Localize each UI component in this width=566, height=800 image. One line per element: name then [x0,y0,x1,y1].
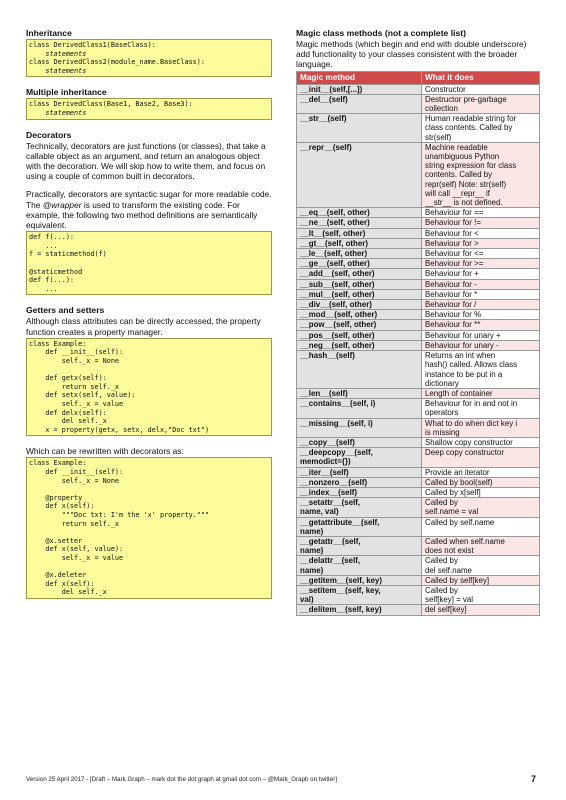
method-cell [297,289,422,299]
method-name-line: __delattr__(self, [300,556,361,566]
table-row [297,437,540,447]
description-line: class contents. Called by [425,123,513,133]
code-line: def f(...): [29,276,75,285]
method-name-line: __getattr__(self, [300,536,361,546]
description-cell [422,477,540,487]
description-line: Behaviour for unary - [425,340,499,350]
code-line: statements [29,108,87,117]
table-row [297,585,540,604]
description-line: Behaviour for != [425,218,481,228]
method-name-line: __init__(self,[...]) [300,84,363,94]
decorators-code-block [26,231,272,295]
method-name-line: __ge__(self, other) [300,259,370,269]
description-line: Returns an int when [425,351,496,361]
description-line: will call __repr__ if [425,188,490,198]
description-line: Behaviour for + [425,269,479,279]
code-line: def x(self): [29,579,95,588]
column-header-method: Magic method [297,71,422,84]
description-line: Behaviour for >= [425,259,484,269]
table-row [297,448,540,467]
method-cell [297,238,422,248]
description-cell [422,340,540,350]
method-cell [297,269,422,279]
method-name-line: __gt__(self, other) [300,238,368,248]
table-row [297,498,540,517]
description-line: str(self) [425,132,452,142]
method-name-line: __index__(self) [300,487,358,497]
table-row [297,340,540,350]
method-name-line: __pos__(self, other) [300,330,375,340]
code-line: statements [29,66,87,75]
method-name-line: __pow__(self, other) [300,320,377,330]
method-name-line: __iter__(self) [300,467,349,477]
table-row [297,238,540,248]
description-line: Behaviour for in and not in [425,399,518,409]
method-name-line: __neg__(self, other) [300,340,375,350]
code-line: del self._x [29,588,107,597]
code-line: f = staticmethod(f) [29,250,107,259]
method-cell [297,259,422,269]
code-line: class DerivedClass2(module_name.BaseClass): [29,58,205,67]
description-cell [422,399,540,418]
code-line: self._x = value [29,399,124,408]
description-cell [422,310,540,320]
method-cell [297,208,422,218]
table-row [297,536,540,555]
description-cell [422,418,540,437]
description-cell [422,114,540,143]
description-cell [422,575,540,585]
decorator-property-code-block [26,457,272,599]
table-body [297,84,540,615]
method-cell [297,536,422,555]
method-cell [297,320,422,330]
description-line: Called when self.name [425,536,505,546]
code-line: class DerivedClass(Base1, Base2, Base3): [29,100,193,109]
table-row [297,259,540,269]
table-row [297,487,540,497]
method-cell [297,585,422,604]
decorators-heading: Decorators [26,129,72,140]
getters-setters-heading: Getters and setters [26,305,105,316]
table-header-row [297,71,540,84]
table-row [297,269,540,279]
method-cell [297,300,422,310]
table-row [297,320,540,330]
description-line: What to do when dict key i [425,418,518,428]
table-row [297,228,540,238]
code-line: """Doc txt: I'm the 'x' property.""" [29,511,210,520]
code-line: statements [29,49,87,58]
code-line: def x(self): [29,502,95,511]
code-line: def f(...): [29,233,75,242]
description-cell [422,605,540,615]
method-cell [297,340,422,350]
code-line: return self._x [29,519,120,528]
description-line: Length of container [425,388,493,398]
table-row [297,279,540,289]
description-line: Behaviour for - [425,279,477,289]
method-cell [297,142,422,207]
magic-methods-table [296,71,540,616]
description-cell [422,536,540,555]
description-cell [422,238,540,248]
description-cell [422,218,540,228]
page-footer: Version 25 April 2017 - [Draft – Mark Graph – mark dot the dot graph at gmail dot com – @Mark_Graph on twitter] [26,776,337,783]
method-cell [297,448,422,467]
code-line: @property [29,493,83,502]
description-line: self.name = val [425,507,479,517]
description-cell [422,585,540,604]
method-cell [297,487,422,497]
method-cell [297,388,422,398]
magic-methods-heading: Magic class methods (not a complete list) [296,28,467,38]
method-cell [297,498,422,517]
method-name-line: name) [300,565,324,575]
code-line [29,563,269,572]
description-line: Behaviour for * [425,289,478,299]
method-cell [297,467,422,477]
method-name-line: __mod__(self, other) [300,310,378,320]
code-line: self._x = None [29,356,120,365]
code-line: class DerivedClass1(BaseClass): [29,41,156,49]
method-name-line: __del__(self) [300,94,348,104]
description-line: hash() called. Allows class [425,360,518,370]
table-row [297,605,540,615]
table-row [297,142,540,207]
method-cell [297,279,422,289]
method-name-line: name) [300,546,324,556]
code-line: ... [29,241,58,250]
method-name-line: __ne__(self, other) [300,218,370,228]
description-line: Behaviour for % [425,310,482,320]
method-cell [297,310,422,320]
table-row [297,84,540,94]
method-name-line: __setitem__(self, key, [300,585,381,595]
method-name-line: val) [300,595,314,605]
description-cell [422,498,540,517]
method-cell [297,575,422,585]
method-cell [297,399,422,418]
method-name-line: __contains__(self, i) [300,399,376,409]
description-cell [422,94,540,113]
method-name-line: __eq__(self, other) [300,208,370,218]
code-line: self._x = None [29,476,120,485]
code-line: def __init__(self): [29,348,124,357]
code-line: self._x = value [29,554,124,563]
code-line: ... [29,284,58,293]
description-line: operators [425,408,459,418]
method-name-line: __repr__(self) [300,142,352,152]
method-cell [297,418,422,437]
code-line: def setx(self, value): [29,391,136,400]
description-cell [422,467,540,477]
code-line: class Example: [29,339,87,348]
decorators-paragraph-1: Technically, decorators are just functions (or classes), that take a callable object as an argument, and return an analogous object with the decoration. We will skip how to write them, and focus on using a couple of common built in decorators. [26,140,266,182]
description-line: Destructor pre-garbage [425,94,507,104]
description-line: string expression for class [425,161,517,171]
table-row [297,556,540,575]
method-name-line: name, val) [300,507,339,517]
method-cell [297,605,422,615]
description-cell [422,320,540,330]
table-row [297,310,540,320]
description-line: Behaviour for > [425,238,479,248]
table-row [297,249,540,259]
method-name-line: __lt__(self, other) [300,228,366,238]
description-cell [422,556,540,575]
description-line: Provide an iterator [425,467,490,477]
code-line: return self._x [29,382,120,391]
code-line: @x.deleter [29,571,87,580]
description-cell [422,208,540,218]
method-name-line: __copy__(self) [300,437,355,447]
method-cell [297,556,422,575]
description-line: Behaviour for < [425,228,479,238]
code-line [29,366,269,375]
description-line: unambiguous Python [425,152,500,162]
method-cell [297,218,422,228]
method-name-line: __getattribute__(self, [300,517,380,527]
inheritance-code-block [26,39,272,77]
method-cell [297,330,422,340]
description-line: Called by [425,585,458,595]
code-line: class Example: [29,459,87,468]
method-cell [297,351,422,389]
method-name-line: __setattr__(self, [300,498,361,508]
description-line: is missing [425,427,460,437]
method-name-line: __mul__(self, other) [300,289,375,299]
table-row [297,388,540,398]
code-line: x = property(getx, setx, delx,"Doc txt") [29,425,210,434]
description-line: Human readable string for [425,114,517,124]
description-line: instance to be put in a [425,369,503,379]
method-name-line: __delitem__(self, key) [300,605,382,615]
code-line: @staticmethod [29,267,83,276]
description-cell [422,279,540,289]
description-line: does not exist [425,546,474,556]
method-name-line: __div__(self, other) [300,300,372,310]
method-name-line: __deepcopy__(self, [300,448,373,458]
table-row [297,208,540,218]
description-line: repr(self) Note: str(self) [425,179,507,189]
magic-methods-intro: Magic methods (which begin and end with double underscore) add functionality to your classes consistent with the broader language. [296,39,527,70]
table-row [297,289,540,299]
description-cell [422,437,540,447]
table-row [297,94,540,113]
getters-setters-paragraph: Although class attributes can be directly accessed, the property function creates a property manager. [26,316,261,337]
method-cell [297,517,422,536]
code-line [29,485,269,494]
description-line: Called by self[key] [425,575,490,585]
description-line: Called by x[self] [425,487,481,497]
table-row [297,351,540,389]
table-row [297,517,540,536]
description-line: collection [425,104,458,114]
table-row [297,300,540,310]
method-cell [297,477,422,487]
description-line: Deep copy constructor [425,448,504,458]
description-line: Machine readable [425,142,488,152]
table-row [297,114,540,143]
page-number: 7 [531,774,537,784]
description-cell [422,517,540,536]
column-header-description: What it does [422,71,540,84]
description-cell [422,448,540,467]
code-line: @x.setter [29,536,83,545]
code-line [29,259,269,268]
description-cell [422,228,540,238]
method-cell [297,249,422,259]
description-line: Behaviour for unary + [425,330,501,340]
right-column [296,28,540,616]
method-name-line: __hash__(self) [300,351,355,361]
inheritance-heading: Inheritance [26,28,72,38]
method-name-line: __sub__(self, other) [300,279,375,289]
description-line: Called by [425,498,458,508]
description-cell [422,289,540,299]
method-cell [297,84,422,94]
description-line: __str__ is not defined. [425,198,503,208]
code-line: def __init__(self): [29,468,124,477]
decorators-paragraph-2: Practically, decorators are syntactic sugar for more readable code. The @wrapper is used to transform the existing code. For example, the following two method definitions are semantically equivalent. [26,189,272,230]
method-name-line: __getitem__(self, key) [300,575,383,585]
code-line [29,528,269,537]
method-name-line: __nonzero__(self) [300,477,368,487]
method-name-line: name) [300,526,324,536]
table-row [297,330,540,340]
method-name-line: __add__(self, other) [300,269,375,279]
description-line: del self[key] [425,605,467,615]
property-code-block [26,338,272,437]
table-row [297,218,540,228]
multiple-inheritance-heading: Multiple inheritance [26,87,107,98]
description-line: Called by self.name [425,517,495,527]
description-line: Called by bool(self) [425,477,493,487]
description-cell [422,269,540,279]
rewritten-paragraph: Which can be rewritten with decorators as: [26,446,184,457]
description-line: del self.name [425,565,472,575]
code-line: def x(self, value): [29,545,124,554]
description-cell [422,84,540,94]
description-cell [422,300,540,310]
method-name-line: __missing__(self, i) [300,418,373,428]
description-line: Called by [425,556,458,566]
table-row [297,418,540,437]
description-line: Behaviour for / [425,300,477,310]
code-line: del self._x [29,417,107,426]
method-name-line: __str__(self) [300,114,347,124]
description-line: contents. Called by [425,170,493,180]
description-line: Behaviour for ** [425,320,481,330]
description-cell [422,259,540,269]
table-row [297,467,540,477]
description-line: Constructor [425,84,466,94]
method-name-line: __len__(self) [300,388,348,398]
description-line: dictionary [425,378,459,388]
description-cell [422,351,540,389]
left-column [26,28,272,599]
method-cell [297,94,422,113]
description-cell [422,142,540,207]
method-name-line: memodict={}) [300,457,351,467]
code-line: def getx(self): [29,374,107,383]
description-line: self[key] = val [425,595,474,605]
method-cell [297,228,422,238]
multiple-inheritance-code-block [26,98,272,119]
wrapper-emphasis: @wrapper [42,199,82,210]
method-cell [297,114,422,143]
description-cell [422,249,540,259]
table-row [297,575,540,585]
method-cell [297,437,422,447]
description-line: Behaviour for == [425,208,484,218]
description-line: Behaviour for <= [425,249,484,259]
description-cell [422,388,540,398]
table-row [297,399,540,418]
description-cell [422,487,540,497]
table-row [297,477,540,487]
code-line: def delx(self): [29,408,107,417]
method-name-line: __le__(self, other) [300,249,368,259]
description-cell [422,330,540,340]
description-line: Shallow copy constructor [425,437,513,447]
